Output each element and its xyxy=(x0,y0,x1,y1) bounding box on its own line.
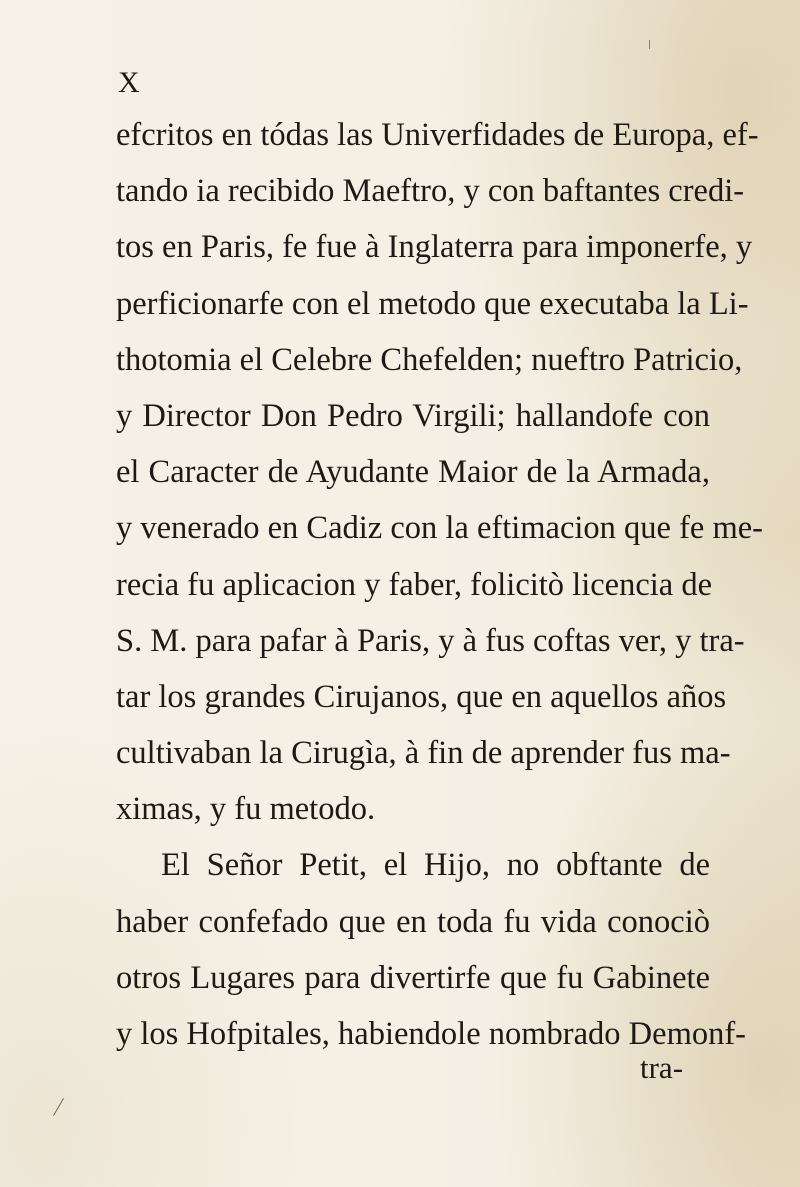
text-line: perficionarfe con el metodo que executaba la Li- xyxy=(116,285,749,322)
text-line: ximas, y fu metodo. xyxy=(116,791,376,828)
text-line: tos en Paris, fe fue à Inglaterra para imponerfe, y xyxy=(116,229,753,266)
text-line: El Señor Petit, el Hijo, no obftante de xyxy=(161,847,710,884)
text-line: recia fu aplicacion y faber, folicitò licencia de xyxy=(116,566,713,603)
text-line: tar los grandes Cirujanos, que en aquellos años xyxy=(116,678,727,715)
text-line: efcritos en tódas las Univerfidades de Europa, ef- xyxy=(116,117,759,153)
text-line: y los Hofpitales, habiendole nombrado Demonf- xyxy=(116,1016,746,1052)
body-text xyxy=(116,107,764,1062)
text-line: tando ia recibido Maeftro, y con baftantes credi- xyxy=(116,173,745,210)
catchword: tra- xyxy=(640,1050,684,1085)
text-line: thotomia el Celebre Chefelden; nueftro Patricio, xyxy=(116,341,743,378)
text-line: otros Lugares para divertirfe que fu Gabinete xyxy=(116,959,710,996)
text-line: cultivaban la Cirugìa, à fin de aprender fus ma- xyxy=(116,735,731,772)
text-line: el Caracter de Ayudante Maior de la Armada, xyxy=(116,454,710,491)
margin-mark xyxy=(53,1098,64,1116)
text-line: haber confefado que en toda fu vida conociò xyxy=(116,903,710,940)
page-number: X xyxy=(118,66,141,99)
text-line: y Director Don Pedro Virgili; hallandofe con xyxy=(116,397,710,434)
text-line: y venerado en Cadiz con la eftimacion que fe me- xyxy=(116,510,764,547)
text-line: S. M. para pafar à Paris, y à fus coftas ver, y tra- xyxy=(116,622,745,659)
print-mark xyxy=(649,40,650,49)
